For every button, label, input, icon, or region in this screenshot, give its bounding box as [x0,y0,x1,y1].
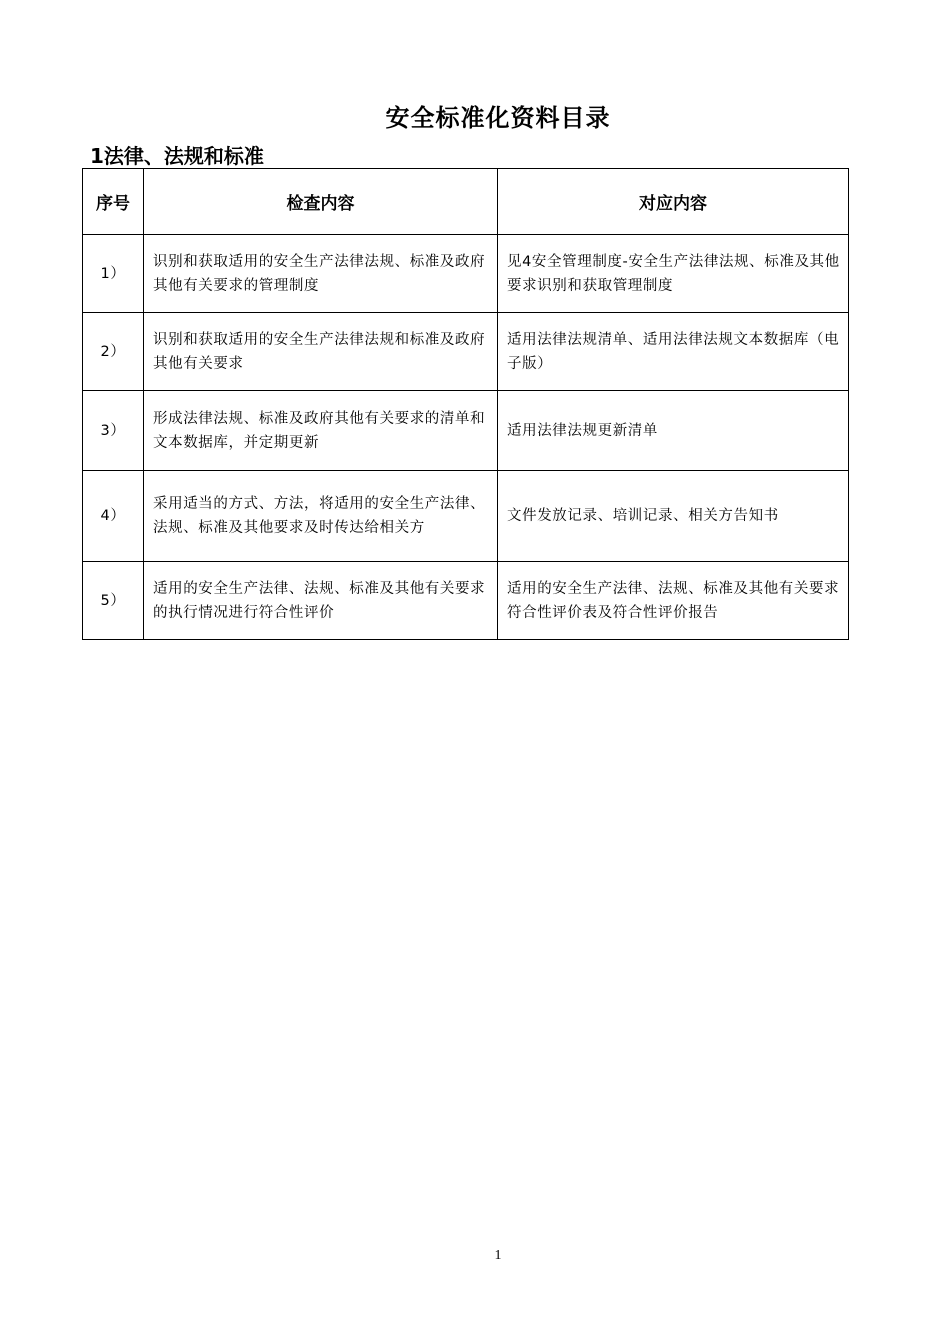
header-check-content: 检查内容 [144,169,498,235]
row-check-content: 采用适当的方式、方法，将适用的安全生产法律、法规、标准及其他要求及时传达给相关方 [144,471,498,562]
table-row [83,391,849,471]
row-seq: 1） [83,235,144,313]
section-heading: 1法律、法规和标准 [90,144,264,168]
table-row [83,562,849,640]
row-response-content: 适用法律法规更新清单 [498,391,849,471]
row-check-content: 识别和获取适用的安全生产法律法规、标准及政府其他有关要求的管理制度 [144,235,498,313]
row-seq: 3） [83,391,144,471]
table-row [83,471,849,562]
header-seq: 序号 [83,169,144,235]
row-response-content: 见4安全管理制度-安全生产法律法规、标准及其他要求识别和获取管理制度 [498,235,849,313]
table-row [83,235,849,313]
row-check-content: 形成法律法规、标准及政府其他有关要求的清单和文本数据库，并定期更新 [144,391,498,471]
page-number: 1 [494,1248,502,1263]
checklist-table [82,168,849,640]
row-check-content: 识别和获取适用的安全生产法律法规和标准及政府其他有关要求 [144,313,498,391]
row-response-content: 文件发放记录、培训记录、相关方告知书 [498,471,849,562]
table-header-row [83,169,849,235]
row-seq: 5） [83,562,144,640]
table-row [83,313,849,391]
row-seq: 4） [83,471,144,562]
page-title: 安全标准化资料目录 [385,104,611,132]
row-seq: 2） [83,313,144,391]
row-response-content: 适用的安全生产法律、法规、标准及其他有关要求符合性评价表及符合性评价报告 [498,562,849,640]
row-check-content: 适用的安全生产法律、法规、标准及其他有关要求的执行情况进行符合性评价 [144,562,498,640]
header-response-content: 对应内容 [498,169,849,235]
row-response-content: 适用法律法规清单、适用法律法规文本数据库（电子版） [498,313,849,391]
